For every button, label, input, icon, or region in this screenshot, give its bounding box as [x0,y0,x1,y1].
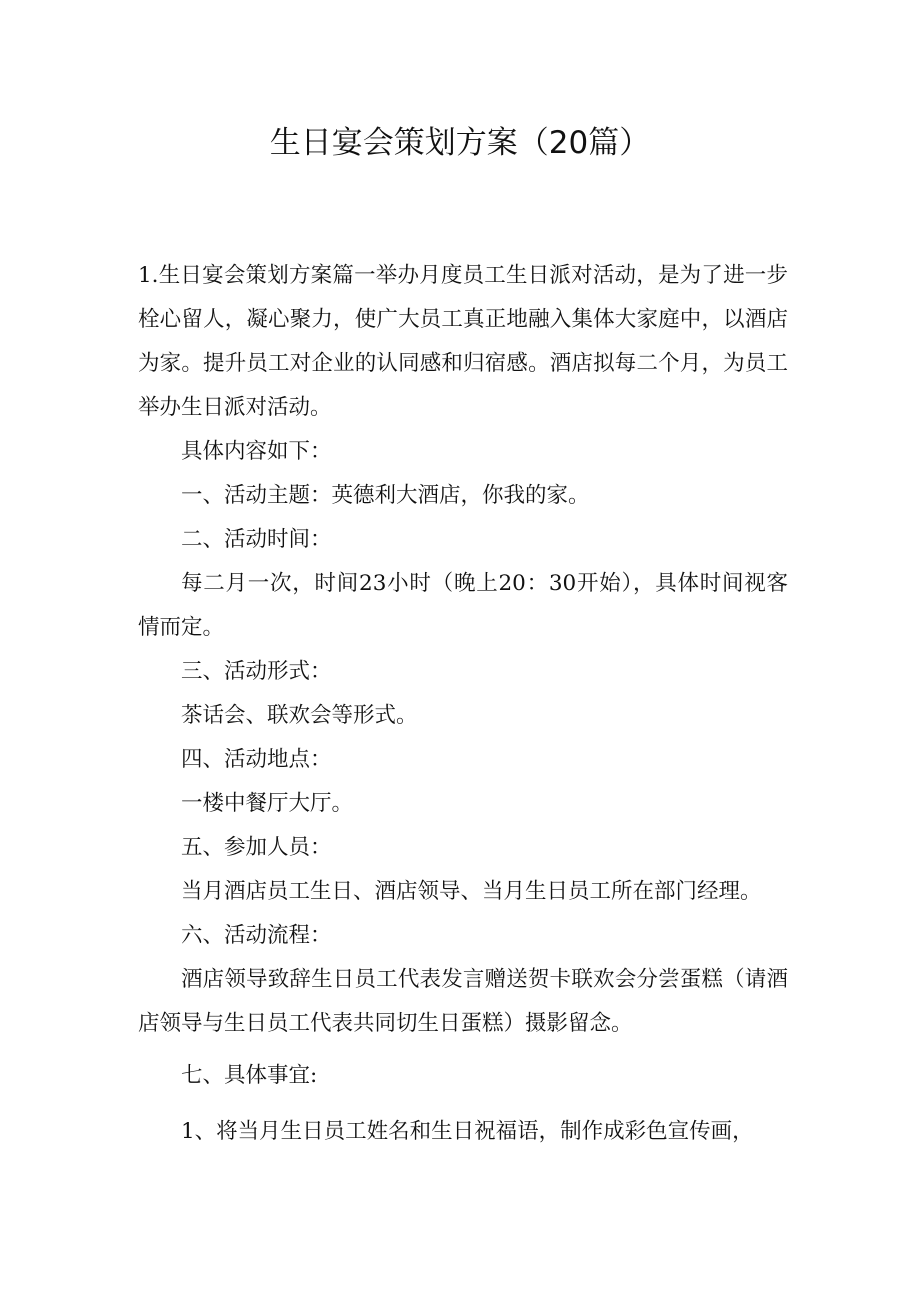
section-details-item-1: 1、将当月生日员工姓名和生日祝福语，制作成彩色宣传画， [181,1119,754,1144]
document-title: 生日宴会策划方案（20篇） [269,125,651,161]
intro-paragraph: 1.生日宴会策划方案篇一举办月度员工生日派对活动，是为了进一步栓心留人，凝心聚力，使广大员工真正地融入集体大家庭中，以酒店为家。提升员工对企业的认同感和归宿感。酒店拟每二个月，为员工举办生日派对活动。 [138,263,788,420]
section-participants-heading: 五、参加人员： [181,835,332,860]
section-theme: 一、活动主题：英德利大酒店，你我的家。 [181,483,590,508]
section-form-heading: 三、活动形式： [181,659,332,684]
content-intro: 具体内容如下： [181,439,332,464]
section-participants-text: 当月酒店员工生日、酒店领导、当月生日员工所在部门经理。 [181,879,762,904]
section-process-heading: 六、活动流程： [181,923,332,948]
section-location-text: 一楼中餐厅大厅。 [181,791,354,816]
section-details-heading: 七、具体事宜: [181,1063,318,1088]
section-form-text: 茶话会、联欢会等形式。 [181,703,418,728]
section-time-text: 每二月一次，时间23小时（晚上20：30开始），具体时间视客情而定。 [138,571,788,640]
section-time-heading: 二、活动时间： [181,527,332,552]
section-process-text: 酒店领导致辞生日员工代表发言赠送贺卡联欢会分尝蛋糕（请酒店领导与生日员工代表共同切生日蛋糕）摄影留念。 [138,967,788,1036]
document-body [138,254,788,1154]
section-location-heading: 四、活动地点： [181,747,332,772]
